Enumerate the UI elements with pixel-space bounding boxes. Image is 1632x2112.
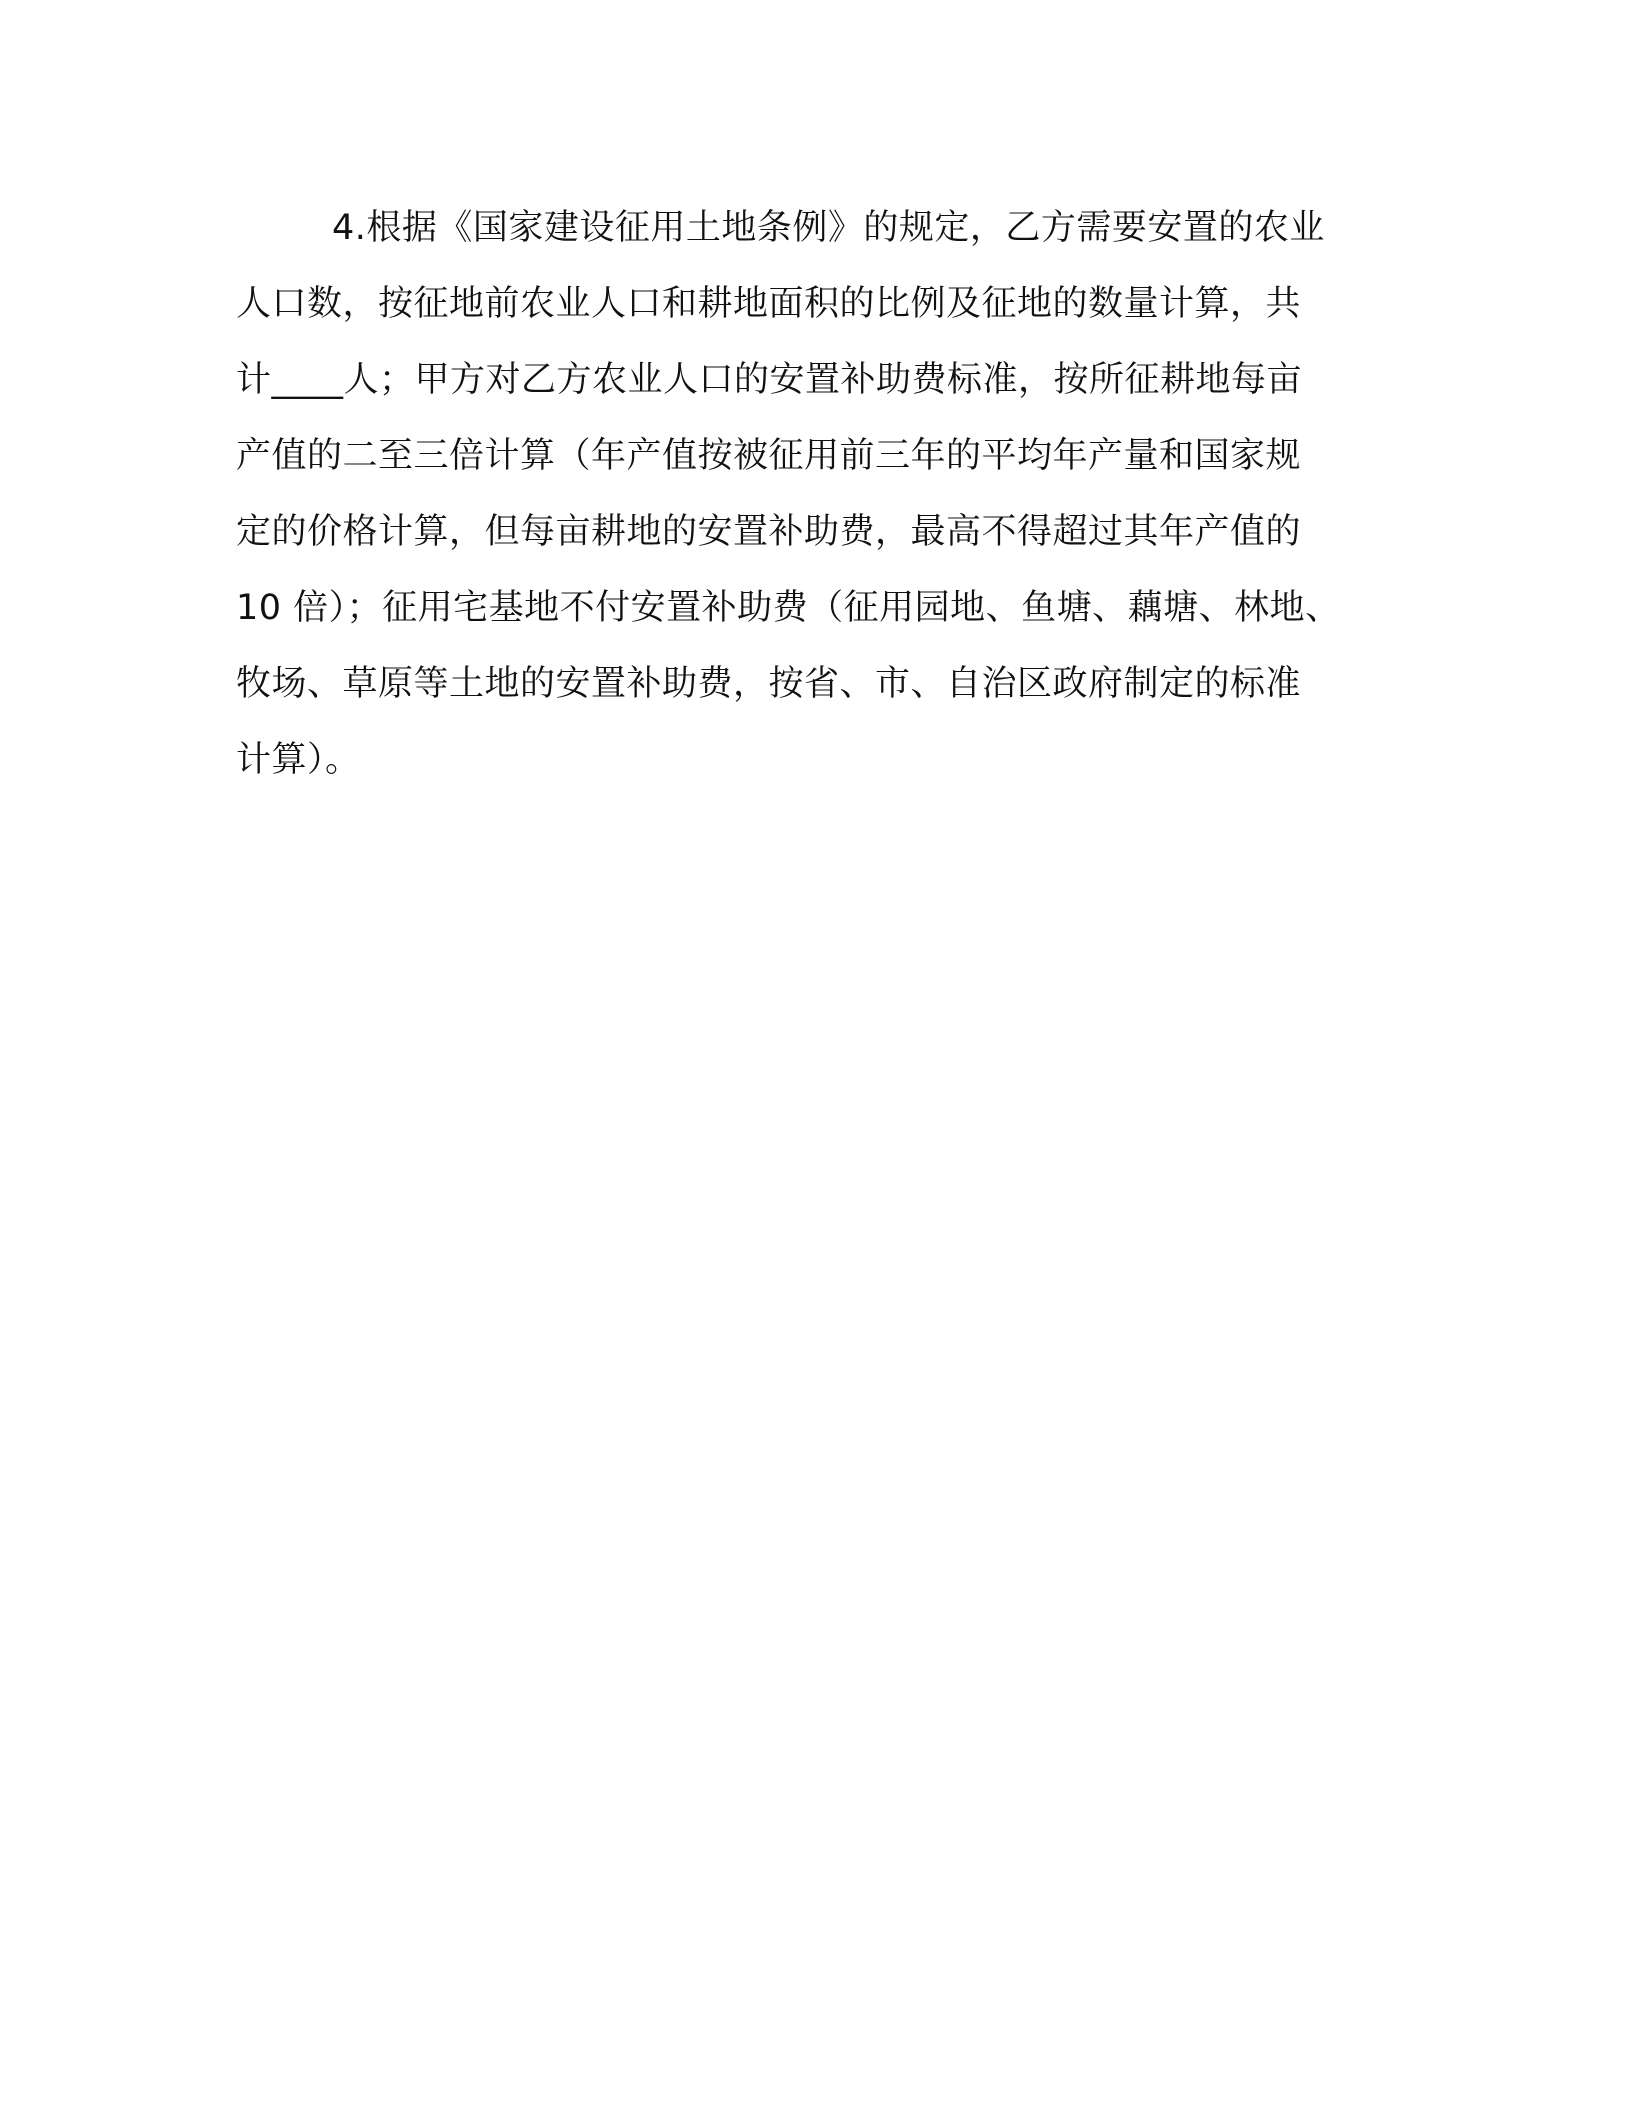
paragraph-line: 人口数，按征地前农业人口和耕地面积的比例及征地的数量计算，共 [236, 284, 1302, 324]
paragraph-line: 4.根据《国家建设征用土地条例》的规定，乙方需要安置的农业 [332, 208, 1325, 248]
paragraph-line: 计____人；甲方对乙方农业人口的安置补助费标准，按所征耕地每亩 [236, 360, 1303, 400]
paragraph-line: 牧场、草原等土地的安置补助费，按省、市、自治区政府制定的标准 [236, 664, 1302, 704]
paragraph-line: 10 倍）；征用宅基地不付安置补助费（征用园地、鱼塘、藕塘、林地、 [236, 588, 1341, 628]
paragraph-line: 定的价格计算，但每亩耕地的安置补助费，最高不得超过其年产值的 [236, 512, 1302, 552]
paragraph-line: 计算）。 [236, 740, 361, 780]
clause-4-paragraph [236, 190, 1416, 798]
paragraph-line: 产值的二至三倍计算（年产值按被征用前三年的平均年产量和国家规 [236, 436, 1302, 476]
